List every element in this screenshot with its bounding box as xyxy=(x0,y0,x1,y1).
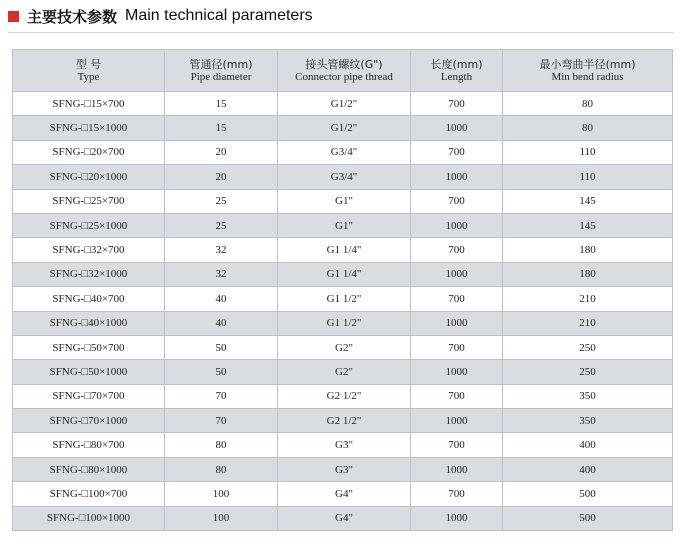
thread-cell: G1 1/4" xyxy=(278,238,411,262)
bend-radius-cell: 110 xyxy=(503,165,673,189)
bend-radius-cell: 110 xyxy=(503,140,673,164)
table-row xyxy=(13,360,673,384)
pipe-diameter-cell: 40 xyxy=(165,311,278,335)
heading-divider xyxy=(8,32,674,33)
length-cell: 1000 xyxy=(411,311,503,335)
bend-radius-cell: 180 xyxy=(503,238,673,262)
thread-cell: G2 1/2" xyxy=(278,384,411,408)
table-row xyxy=(13,482,673,506)
type-cell: SFNG-□40×1000 xyxy=(13,311,165,335)
thread-cell: G2 1/2" xyxy=(278,409,411,433)
pipe-diameter-cell: 32 xyxy=(165,262,278,286)
technical-parameters-table xyxy=(12,49,673,531)
pipe-diameter-cell: 80 xyxy=(165,433,278,457)
bend-radius-cell: 180 xyxy=(503,262,673,286)
thread-cell: G3/4" xyxy=(278,165,411,189)
type-cell: SFNG-□100×700 xyxy=(13,482,165,506)
pipe-diameter-cell: 80 xyxy=(165,457,278,481)
bend-radius-cell: 145 xyxy=(503,189,673,213)
thread-cell: G1" xyxy=(278,189,411,213)
type-cell: SFNG-□25×1000 xyxy=(13,213,165,237)
table-row xyxy=(13,92,673,116)
length-cell: 700 xyxy=(411,384,503,408)
thread-cell: G1 1/2" xyxy=(278,311,411,335)
length-cell: 1000 xyxy=(411,457,503,481)
table-row xyxy=(13,116,673,140)
pipe-diameter-cell: 50 xyxy=(165,360,278,384)
heading-english: Main technical parameters xyxy=(125,7,313,24)
type-cell: SFNG-□20×700 xyxy=(13,140,165,164)
pipe-diameter-cell: 25 xyxy=(165,189,278,213)
pipe-diameter-cell: 20 xyxy=(165,165,278,189)
bend-radius-cell: 500 xyxy=(503,482,673,506)
length-cell: 1000 xyxy=(411,409,503,433)
bend-radius-cell: 400 xyxy=(503,457,673,481)
pipe-diameter-cell: 100 xyxy=(165,506,278,530)
table-row xyxy=(13,165,673,189)
section-heading xyxy=(8,5,313,27)
table-row xyxy=(13,287,673,311)
length-cell: 700 xyxy=(411,287,503,311)
type-cell: SFNG-□20×1000 xyxy=(13,165,165,189)
bend-radius-cell: 145 xyxy=(503,213,673,237)
type-cell: SFNG-□70×1000 xyxy=(13,409,165,433)
table-row xyxy=(13,213,673,237)
bend-radius-cell: 80 xyxy=(503,92,673,116)
type-cell: SFNG-□32×700 xyxy=(13,238,165,262)
length-cell: 1000 xyxy=(411,213,503,237)
table-row xyxy=(13,335,673,359)
type-cell: SFNG-□15×1000 xyxy=(13,116,165,140)
column-header-type: 型 号 Type xyxy=(13,50,165,92)
type-cell: SFNG-□70×700 xyxy=(13,384,165,408)
pipe-diameter-cell: 100 xyxy=(165,482,278,506)
table-row xyxy=(13,311,673,335)
pipe-diameter-cell: 32 xyxy=(165,238,278,262)
type-cell: SFNG-□15×700 xyxy=(13,92,165,116)
column-header-connector-thread: 接头管螺纹(G") Connector pipe thread xyxy=(278,50,411,92)
length-cell: 700 xyxy=(411,189,503,213)
table-row xyxy=(13,384,673,408)
bullet-square-icon xyxy=(8,11,19,22)
length-cell: 700 xyxy=(411,238,503,262)
thread-cell: G3" xyxy=(278,457,411,481)
thread-cell: G1/2" xyxy=(278,116,411,140)
bend-radius-cell: 210 xyxy=(503,287,673,311)
bend-radius-cell: 250 xyxy=(503,360,673,384)
thread-cell: G3" xyxy=(278,433,411,457)
type-cell: SFNG-□80×700 xyxy=(13,433,165,457)
bend-radius-cell: 210 xyxy=(503,311,673,335)
length-cell: 1000 xyxy=(411,506,503,530)
table-row xyxy=(13,409,673,433)
type-cell: SFNG-□32×1000 xyxy=(13,262,165,286)
table-row xyxy=(13,189,673,213)
bend-radius-cell: 250 xyxy=(503,335,673,359)
table-row xyxy=(13,140,673,164)
pipe-diameter-cell: 15 xyxy=(165,116,278,140)
bend-radius-cell: 350 xyxy=(503,384,673,408)
bend-radius-cell: 80 xyxy=(503,116,673,140)
pipe-diameter-cell: 50 xyxy=(165,335,278,359)
length-cell: 1000 xyxy=(411,360,503,384)
length-cell: 1000 xyxy=(411,165,503,189)
type-cell: SFNG-□50×700 xyxy=(13,335,165,359)
type-cell: SFNG-□40×700 xyxy=(13,287,165,311)
table-row xyxy=(13,433,673,457)
length-cell: 700 xyxy=(411,482,503,506)
thread-cell: G4" xyxy=(278,506,411,530)
thread-cell: G1" xyxy=(278,213,411,237)
length-cell: 1000 xyxy=(411,262,503,286)
length-cell: 700 xyxy=(411,335,503,359)
thread-cell: G2" xyxy=(278,335,411,359)
bend-radius-cell: 350 xyxy=(503,409,673,433)
table-row xyxy=(13,506,673,530)
length-cell: 1000 xyxy=(411,116,503,140)
table-body xyxy=(13,92,673,531)
pipe-diameter-cell: 70 xyxy=(165,384,278,408)
length-cell: 700 xyxy=(411,92,503,116)
thread-cell: G2" xyxy=(278,360,411,384)
pipe-diameter-cell: 15 xyxy=(165,92,278,116)
table-row xyxy=(13,457,673,481)
pipe-diameter-cell: 40 xyxy=(165,287,278,311)
pipe-diameter-cell: 25 xyxy=(165,213,278,237)
type-cell: SFNG-□25×700 xyxy=(13,189,165,213)
length-cell: 700 xyxy=(411,433,503,457)
table-row xyxy=(13,238,673,262)
pipe-diameter-cell: 70 xyxy=(165,409,278,433)
pipe-diameter-cell: 20 xyxy=(165,140,278,164)
thread-cell: G1 1/2" xyxy=(278,287,411,311)
thread-cell: G1 1/4" xyxy=(278,262,411,286)
column-header-pipe-diameter: 管通径(mm) Pipe diameter xyxy=(165,50,278,92)
bend-radius-cell: 400 xyxy=(503,433,673,457)
heading-chinese: 主要技术参数 xyxy=(27,7,118,26)
column-header-min-bend-radius: 最小弯曲半径(mm) Min bend radius xyxy=(503,50,673,92)
thread-cell: G3/4" xyxy=(278,140,411,164)
type-cell: SFNG-□50×1000 xyxy=(13,360,165,384)
table-header-row xyxy=(13,50,673,92)
column-header-length: 长度(mm) Length xyxy=(411,50,503,92)
thread-cell: G4" xyxy=(278,482,411,506)
bend-radius-cell: 500 xyxy=(503,506,673,530)
type-cell: SFNG-□80×1000 xyxy=(13,457,165,481)
length-cell: 700 xyxy=(411,140,503,164)
table-row xyxy=(13,262,673,286)
type-cell: SFNG-□100×1000 xyxy=(13,506,165,530)
thread-cell: G1/2" xyxy=(278,92,411,116)
